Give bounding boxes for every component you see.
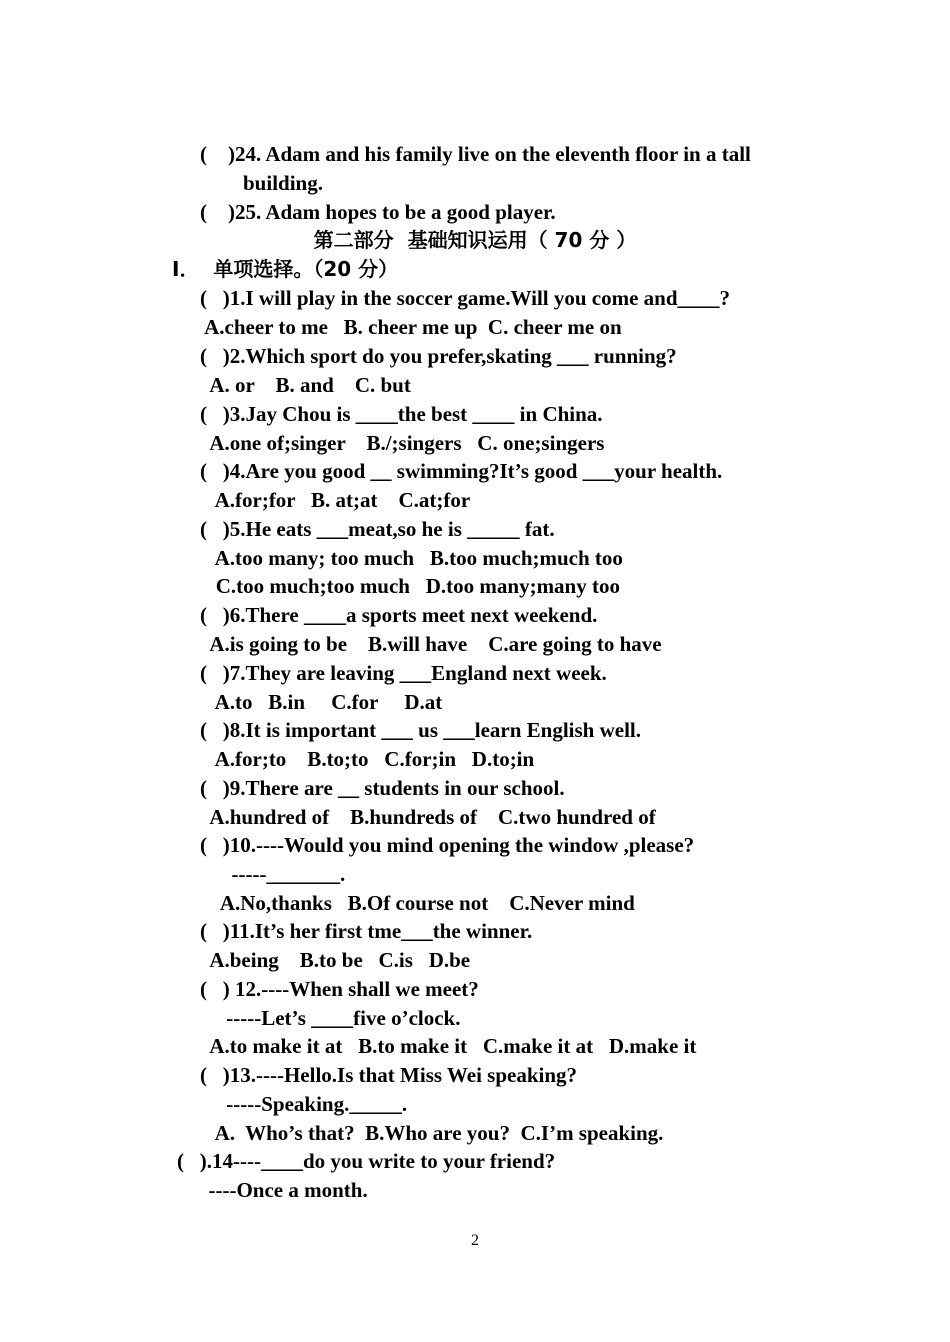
mc-line: -----Let’s ____five o’clock. — [200, 1006, 461, 1030]
mc-line: ( )4.Are you good __ swimming?It’s good ___your health. — [200, 459, 723, 483]
mc-line: ( )7.They are leaving ___England next week. — [200, 661, 607, 685]
part2-title: 第二部分 基础知识运用（ 70 分 ） — [313, 228, 637, 252]
mc-line: ( )5.He eats ___meat,so he is _____ fat. — [200, 517, 555, 541]
mc-line: A.to make it at B.to make it C.make it at D.make it — [200, 1034, 697, 1058]
mc-line: -----_______. — [200, 862, 346, 886]
mc-line: A.to B.in C.for D.at — [200, 690, 443, 714]
mc-line: ( )3.Jay Chou is ____the best ____ in China. — [200, 402, 603, 426]
mc-line: A. or B. and C. but — [200, 373, 411, 397]
mc-line: ( )10.----Would you mind opening the window ,please? — [200, 833, 695, 857]
question-24-line-2: building. — [243, 171, 323, 195]
mc-line: A.hundred of B.hundreds of C.two hundred of — [200, 805, 656, 829]
mc-line: ( )1.I will play in the soccer game.Will you come and____? — [200, 286, 731, 310]
mc-line: ( )6.There ____a sports meet next weekend. — [200, 603, 598, 627]
question-14-line-1: ( ).14----____do you write to your friend? — [177, 1149, 556, 1173]
mc-line: A.cheer to me B. cheer me up C. cheer me on — [200, 315, 622, 339]
mc-line: -----Speaking._____. — [200, 1092, 408, 1116]
mc-line: ( )8.It is important ___ us ___learn English well. — [200, 718, 642, 742]
mc-line: A. Who’s that? B.Who are you? C.I’m speaking. — [200, 1121, 664, 1145]
question-25-line-1: ( )25. Adam hopes to be a good player. — [200, 200, 556, 224]
page-number: 2 — [471, 1232, 479, 1249]
question-24-line-1: ( )24. Adam and his family live on the eleventh floor in a tall — [200, 142, 751, 166]
mc-line: C.too much;too much D.too many;many too — [200, 574, 620, 598]
section1-title: Ⅰ． 单项选择。（20 分） — [172, 257, 399, 281]
mc-line: ( )9.There are __ students in our school. — [200, 776, 565, 800]
mc-line: A.being B.to be C.is D.be — [200, 948, 471, 972]
mc-line: A.one of;singer B./;singers C. one;singers — [200, 431, 605, 455]
mc-line: A.too many; too much B.too much;much too — [200, 546, 623, 570]
mc-line: ( )11.It’s her first tme___the winner. — [200, 919, 533, 943]
question-14-line-2: ----Once a month. — [177, 1178, 368, 1202]
mc-line: A.is going to be B.will have C.are going to have — [200, 632, 662, 656]
mc-line: ( ) 12.----When shall we meet? — [200, 977, 479, 1001]
mc-line: A.for;for B. at;at C.at;for — [200, 488, 471, 512]
mc-line: ( )13.----Hello.Is that Miss Wei speaking? — [200, 1063, 578, 1087]
mc-line: A.No,thanks B.Of course not C.Never mind — [200, 891, 635, 915]
mc-line: A.for;to B.to;to C.for;in D.to;in — [200, 747, 535, 771]
mc-line: ( )2.Which sport do you prefer,skating ___ running? — [200, 344, 677, 368]
